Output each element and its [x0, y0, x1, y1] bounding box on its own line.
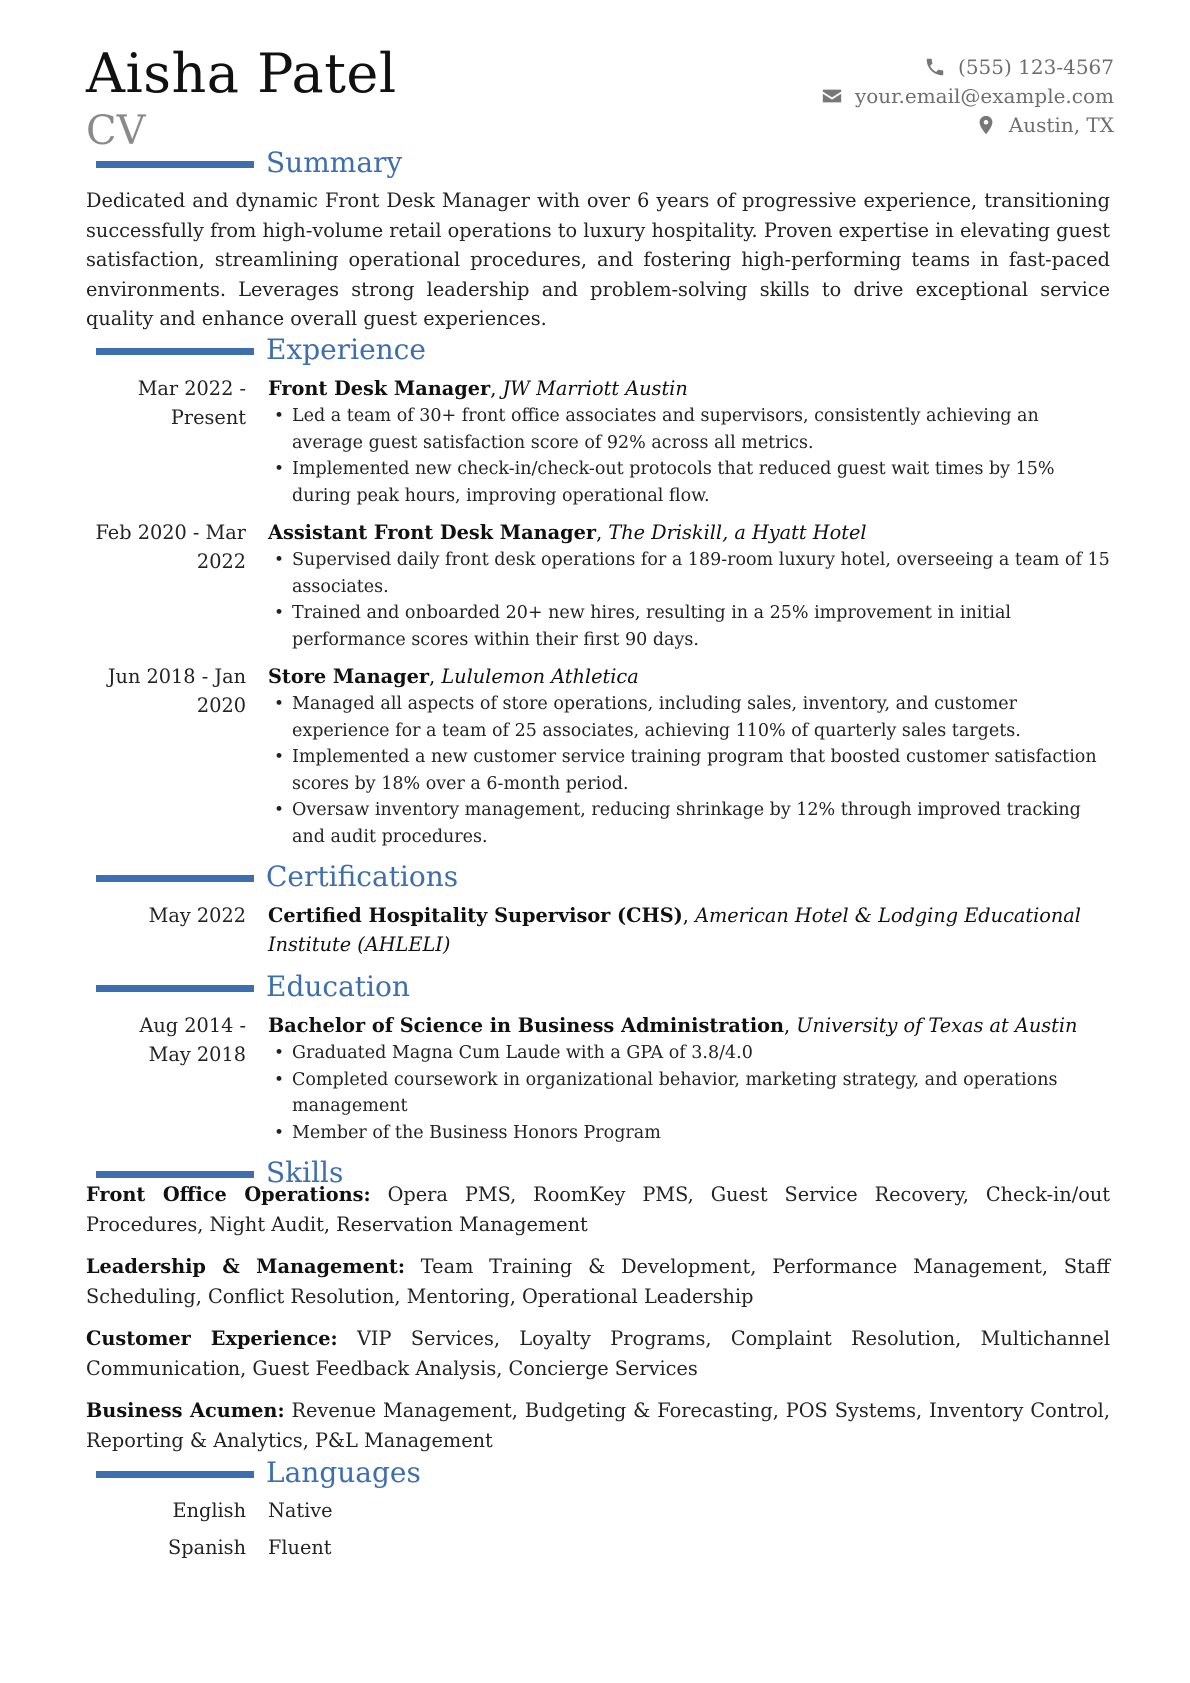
person-name: Aisha Patel [86, 42, 397, 105]
skills-list [86, 1180, 1110, 1468]
entry-bullets [268, 547, 1110, 653]
contact-email [694, 81, 1114, 110]
skill-label: Business Acumen: [86, 1399, 285, 1422]
entry-date: Aug 2014 - May 2018 [139, 1014, 246, 1066]
skill-label: Front Office Operations: [86, 1183, 371, 1206]
employer: JW Marriott Austin [502, 377, 688, 400]
map-marker-icon [975, 114, 997, 136]
job-title: Front Desk Manager [268, 377, 491, 400]
section-title: Certifications [266, 860, 459, 893]
language-row [86, 1532, 686, 1564]
skill-group [86, 1324, 1110, 1383]
entry-bullets [268, 1040, 1110, 1146]
entry-heading: Certified Hospitality Supervisor (CHS), American Hotel & Lodging Educational Institute (AHLELI) [268, 904, 1081, 956]
section-title: Summary [266, 146, 403, 179]
list-item: • Implemented new check-in/check-out protocols that reduced guest wait times by 15% during peak hours, improving operational flow. [268, 456, 1110, 509]
skill-group [86, 1180, 1110, 1239]
section-title: Languages [266, 1456, 421, 1489]
contact-location [694, 110, 1114, 139]
section-rule [96, 1171, 254, 1178]
list-item: • Supervised daily front desk operations for a 189-room luxury hotel, overseeing a team of 15 associates. [268, 547, 1110, 600]
language-name: Spanish [168, 1536, 246, 1559]
job-title: Store Manager [268, 665, 430, 688]
phone-icon [924, 56, 946, 78]
list-item: • Implemented a new customer service training program that boosted customer satisfaction scores by 18% over a 6-month period. [268, 744, 1110, 797]
phone-text[interactable]: (555) 123-4567 [958, 54, 1114, 79]
language-level: Native [268, 1499, 333, 1522]
skill-label: Customer Experience: [86, 1327, 338, 1350]
skill-group [86, 1252, 1110, 1311]
entry-body [268, 901, 1110, 959]
section-rule [96, 348, 254, 355]
entry-bullets [268, 403, 1110, 509]
list-item: • Managed all aspects of store operations, including sales, inventory, and customer experience for a team of 25 associates, achieving 110% of quarterly sales targets. [268, 691, 1110, 744]
list-item: • Graduated Magna Cum Laude with a GPA of 3.8/4.0 [268, 1040, 1110, 1067]
entry-date: May 2022 [148, 904, 246, 927]
section-rule [96, 985, 254, 992]
email-link[interactable]: your.email@example.com [854, 83, 1114, 108]
language-name: English [172, 1499, 246, 1522]
skill-value: Opera PMS, RoomKey PMS, Guest Service Recovery, Check-in/out Procedures, Night Audit, Reservation Management [86, 1183, 1110, 1236]
contact-phone [694, 52, 1114, 81]
issuer: American Hotel & Lodging Educational Institute (AHLELI) [268, 904, 1081, 956]
degree-title: Bachelor of Science in Business Administration [268, 1014, 785, 1037]
job-title: Assistant Front Desk Manager [268, 521, 597, 544]
section-rule [96, 1471, 254, 1478]
section-title: Education [266, 970, 410, 1003]
entry-date: Mar 2022 - Present [137, 377, 246, 429]
skill-value: Team Training & Development, Performance Management, Staff Scheduling, Conflict Resolution, Mentoring, Operational Leadership [86, 1255, 1111, 1308]
section-title: Skills [266, 1156, 344, 1189]
employer: Lululemon Athletica [441, 665, 639, 688]
section-rule [96, 875, 254, 882]
entry-body [268, 518, 1110, 653]
entry-heading: Bachelor of Science in Business Administration, University of Texas at Austin [268, 1014, 1078, 1037]
entry-heading: Store Manager, Lululemon Athletica [268, 665, 639, 688]
entry-body [268, 662, 1110, 850]
entry-body [268, 374, 1110, 509]
skill-value: Revenue Management, Budgeting & Forecasting, POS Systems, Inventory Control, Reporting & Analytics, P&L Management [86, 1399, 1110, 1452]
skill-label: Leadership & Management: [86, 1255, 405, 1278]
entry-date: Feb 2020 - Mar 2022 [95, 521, 246, 573]
summary-text: Dedicated and dynamic Front Desk Manager with over 6 years of progressive experience, transitioning successfully from high-volume retail operations to luxury hospitality. Proven expertise in elevating guest satisfaction, streamlining operational procedures, and fostering high-performing teams in fast-paced environments. Leverages strong leadership and problem-solving skills to drive exceptional service quality and enhance overall guest experiences. [86, 189, 1110, 330]
list-item: • Led a team of 30+ front office associates and supervisors, consistently achieving an average guest satisfaction score of 92% across all metrics. [268, 403, 1110, 456]
entry-bullets [268, 691, 1110, 850]
list-item: • Member of the Business Honors Program [268, 1120, 1110, 1147]
location-text: Austin, TX [1008, 112, 1114, 137]
list-item: • Oversaw inventory management, reducing shrinkage by 12% through improved tracking and audit procedures. [268, 797, 1110, 850]
entry-date: Jun 2018 - Jan 2020 [107, 665, 246, 717]
list-item: • Trained and onboarded 20+ new hires, resulting in a 25% improvement in initial performance scores within their first 90 days. [268, 600, 1110, 653]
skill-group [86, 1396, 1110, 1455]
entry-heading: Assistant Front Desk Manager, The Driskill, a Hyatt Hotel [268, 521, 867, 544]
contact-block [694, 52, 1114, 139]
entry-body [268, 1011, 1110, 1146]
institution: University of Texas at Austin [796, 1014, 1078, 1037]
list-item: • Completed coursework in organizational behavior, marketing strategy, and operations management [268, 1067, 1110, 1120]
entry-heading: Front Desk Manager, JW Marriott Austin [268, 377, 688, 400]
language-level: Fluent [268, 1536, 332, 1559]
employer: The Driskill, a Hyatt Hotel [608, 521, 867, 544]
skill-value: VIP Services, Loyalty Programs, Complaint Resolution, Multichannel Communication, Guest Feedback Analysis, Concierge Services [86, 1327, 1110, 1380]
language-row [86, 1495, 686, 1527]
section-title: Experience [266, 333, 426, 366]
certification-title: Certified Hospitality Supervisor (CHS) [268, 904, 683, 927]
document-subtitle: CV [86, 108, 146, 154]
section-rule [96, 161, 254, 168]
envelope-icon [821, 85, 843, 107]
